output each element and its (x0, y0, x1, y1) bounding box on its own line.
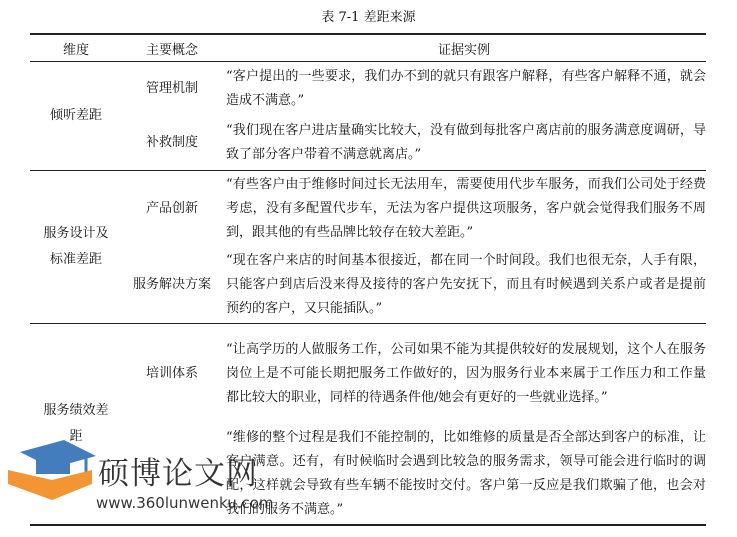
watermark-url: www.360lunwenku.com (96, 494, 274, 512)
table-caption: 表 7-1 差距来源 (321, 10, 416, 25)
concept-cell: 补救制度 (145, 135, 198, 150)
concept-cell: 服务解决方案 (132, 277, 211, 292)
table-row (30, 116, 706, 171)
evidence-cell: “让高学历的人做服务工作，公司如果不能为其提供较好的发展规划，这个人在服务岗位上是不可能长期把服务工作做好的，因为服务行业本来属于工作压力和工作量都比较大的职业，同样的待遇条件他/她会有更好的一些就业选择。” (226, 342, 706, 405)
dimension-cell: 倾听差距 (49, 108, 102, 123)
evidence-cell: “现在客户来店的时间基本很接近，都在同一个时间段。我们也很无奈，人手有限，只能客户到店后没来得及接待的客户先安抚下，而且有时候遇到关系户或者是提前预约的客户，又只能插队。” (226, 253, 706, 316)
header-concept: 主要概念 (145, 42, 198, 58)
table-row (30, 62, 706, 117)
table-row (30, 324, 706, 425)
evidence-cell: “维修的整个过程是我们不能控制的，比如维修的质量是否全部达到客户的标准，让客户满意。还有，有时候临时会遇到比较急的服务需求，领导可能会进行临时的调配，这样就会导致有些车辆不能按时交付。客户第一反应是我们欺骗了他，也会对我们的服务不满意。” (226, 430, 706, 517)
concept-cell: 培训体系 (145, 366, 198, 381)
watermark (6, 440, 274, 520)
header-evidence: 证据实例 (437, 42, 490, 58)
watermark-text: 硕博论文网 (98, 456, 258, 492)
table-row (30, 171, 706, 248)
header-dimension: 维度 (62, 42, 89, 58)
dimension-cell: 服务设计及标准差距 (43, 226, 109, 267)
table-row (30, 247, 706, 324)
header-row (30, 34, 706, 62)
evidence-cell: “有些客户由于维修时间过长无法用车，需要使用代步车服务，而我们公司处于经费考虑，没有多配置代步车，无法为客户提供这项服务，客户就会觉得我们服务不周到，跟其他的有些品牌比较存在较大差距。” (226, 177, 706, 240)
concept-cell: 产品创新 (145, 201, 198, 216)
graduation-cap-icon (6, 440, 96, 510)
evidence-cell: “客户提出的一些要求，我们办不到的就只有跟客户解释，有些客户解释不通，就会造成不满意。” (226, 69, 706, 108)
concept-cell: 管理机制 (145, 81, 198, 96)
evidence-cell: “我们现在客户进店量确实比较大，没有做到每批客户离店前的服务满意度调研，导致了部分客户带着不满意就离店。” (226, 123, 706, 162)
dimension-cell: 服务绩效差距 (43, 403, 109, 444)
